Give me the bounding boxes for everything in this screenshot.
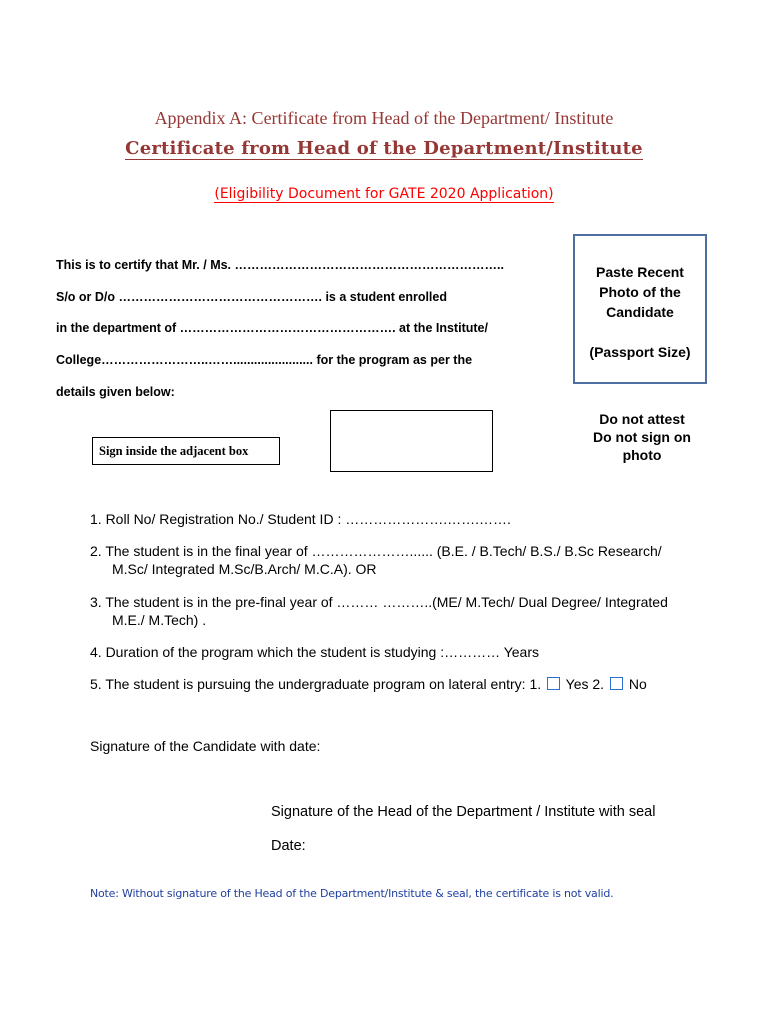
photo-line-2: Photo of the	[599, 284, 681, 300]
yes-label: Yes 2.	[565, 676, 605, 692]
photo-line-1: Paste Recent	[596, 264, 684, 280]
item-roll-no: 1. Roll No/ Registration No./ Student ID : ………………….…….…….	[90, 511, 511, 527]
page-title-text: Certificate from Head of the Department/Institute	[125, 138, 643, 159]
lateral-entry-text: 5. The student is pursuing the undergraduate program on lateral entry: 1.	[90, 676, 542, 692]
item-final-year: 2. The student is in the final year of …………………...... (B.E. / B.Tech/ B.S./ B.Sc Research/	[90, 543, 662, 559]
photo-size-label: (Passport Size)	[589, 344, 691, 360]
candidate-signature-box[interactable]	[330, 410, 493, 472]
item-pre-final-year: 3. The student is in the pre-final year of ……… ………..(ME/ M.Tech/ Dual Degree/ Integrated	[90, 594, 668, 610]
candidate-signature-label: Signature of the Candidate with date:	[90, 738, 321, 754]
no-checkbox[interactable]	[610, 677, 623, 690]
appendix-heading: Appendix A: Certificate from Head of the Department/ Institute	[154, 108, 614, 128]
certify-line-5: details given below:	[56, 385, 175, 399]
item-lateral-entry	[90, 676, 647, 692]
date-label: Date:	[271, 838, 306, 854]
page-title	[0, 138, 768, 159]
page-subtitle	[0, 186, 768, 202]
item-duration: 4. Duration of the program which the student is studying :………… Years	[90, 644, 540, 660]
item-final-year-cont: M.Sc/ Integrated M.Sc/B.Arch/ M.C.A). OR	[112, 561, 377, 577]
head-signature-label: Signature of the Head of the Department / Institute with seal	[271, 804, 656, 820]
no-label: No	[628, 676, 647, 692]
attest-line-3: photo	[622, 447, 662, 463]
certify-line-3: in the department of ……………………………………………. at the Institute/	[56, 321, 488, 335]
photo-instructions	[575, 262, 705, 322]
photo-line-3: Candidate	[606, 304, 674, 320]
certify-line-2: S/o or D/o …………………………………………. is a student enrolled	[56, 290, 447, 304]
page-subtitle-text: (Eligibility Document for GATE 2020 Application)	[214, 186, 554, 202]
validity-note: Note: Without signature of the Head of the Department/Institute & seal, the certificate is not valid.	[90, 887, 614, 900]
item-pre-final-year-cont: M.E./ M.Tech) .	[112, 612, 207, 628]
attest-line-1: Do not attest	[599, 411, 685, 427]
photo-box	[573, 234, 707, 384]
sign-inside-label: Sign inside the adjacent box	[92, 437, 280, 465]
attest-line-2: Do not sign on	[593, 429, 691, 445]
attest-warning	[572, 410, 712, 464]
yes-checkbox[interactable]	[547, 677, 560, 690]
certify-line-4: College……………………..……....................... for the program as per the	[56, 353, 473, 367]
certify-line-1: This is to certify that Mr. / Ms. ………………………………………………………..	[56, 258, 504, 272]
